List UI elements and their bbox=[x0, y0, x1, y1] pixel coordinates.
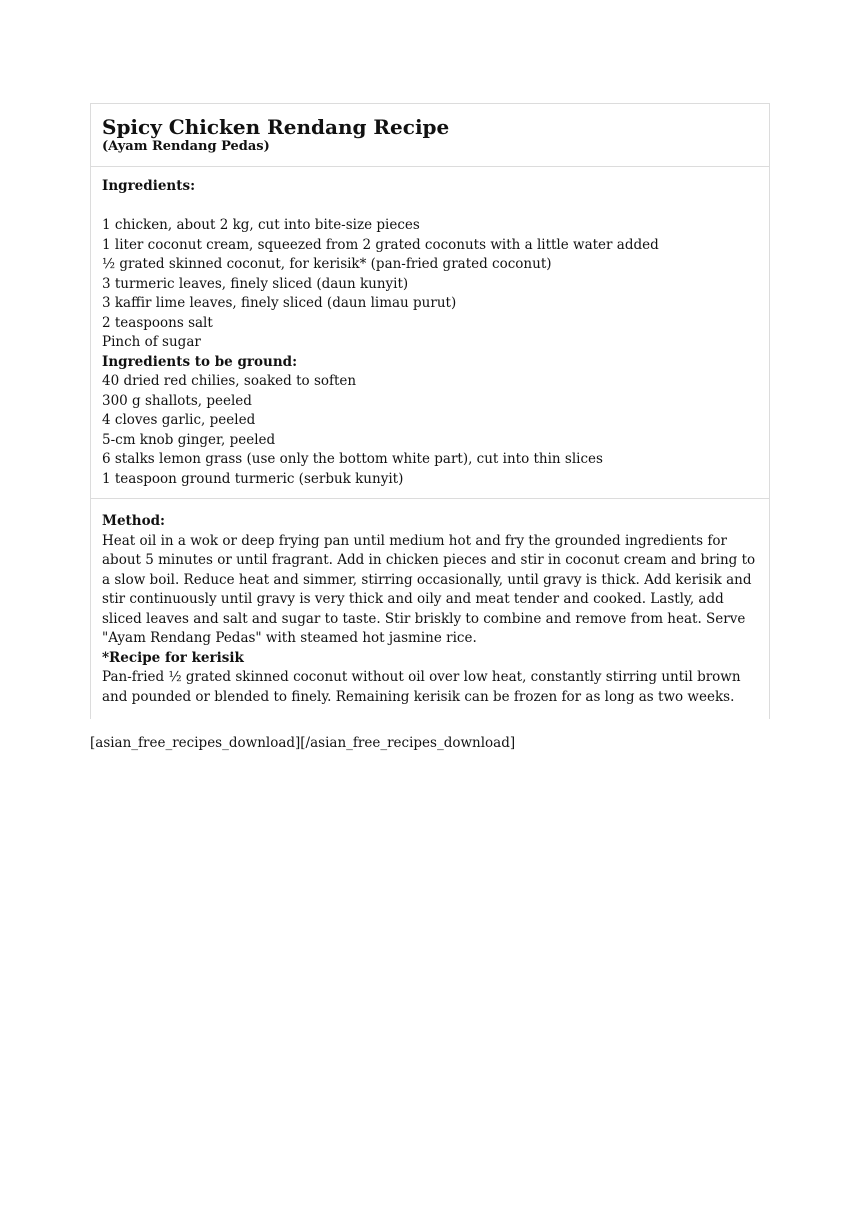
recipe-subtitle: (Ayam Rendang Pedas) bbox=[102, 139, 270, 154]
ground-ingredient-item: 6 stalks lemon grass (use only the bottom white part), cut into thin slices bbox=[102, 451, 603, 467]
recipe-card bbox=[90, 103, 770, 719]
recipe-title-section bbox=[91, 104, 769, 167]
ingredients-heading: Ingredients: bbox=[102, 178, 196, 194]
ingredients-section bbox=[91, 167, 769, 499]
ground-ingredient-item: 300 g shallots, peeled bbox=[102, 392, 252, 409]
ground-ingredient-item: 1 teaspoon ground turmeric (serbuk kunyit) bbox=[102, 470, 404, 487]
ground-ingredient-item: 40 dried red chilies, soaked to soften bbox=[102, 373, 357, 389]
spacer bbox=[102, 197, 761, 217]
ingredient-item: ½ grated skinned coconut, for kerisik* (pan-fried grated coconut) bbox=[102, 256, 552, 272]
ingredient-item: 2 teaspoons salt bbox=[102, 314, 213, 331]
method-heading: Method: bbox=[102, 513, 166, 529]
method-section bbox=[91, 499, 769, 719]
method-text: Heat oil in a wok or deep frying pan until medium hot and fry the grounded ingredients for about 5 minutes or until fragrant. Add in chicken pieces and stir in coconut cream and bring to a slow boil. Reduce heat and simmer, stirring occasionally, until gravy is thick. Add kerisik and stir continuously until gravy is very thick and oily and meat tender and cooked. Lastly, add sliced leaves and salt and sugar to taste. Stir briskly to combine and remove from heat. Serve "Ayam Rendang Pedas" with steamed hot jasmine rice. bbox=[102, 532, 756, 646]
ingredient-item: Pinch of sugar bbox=[102, 334, 201, 350]
kerisik-text: Pan-fried ½ grated skinned coconut without oil over low heat, constantly stirring until brown and pounded or blended to finely. Remaining kerisik can be frozen for as long as two weeks. bbox=[102, 669, 741, 705]
ingredient-item: 3 turmeric leaves, finely sliced (daun kunyit) bbox=[102, 275, 409, 292]
ground-ingredient-item: 4 cloves garlic, peeled bbox=[102, 412, 256, 428]
ingredient-item: 1 chicken, about 2 kg, cut into bite-size pieces bbox=[102, 217, 420, 233]
recipe-title: Spicy Chicken Rendang Recipe bbox=[102, 115, 450, 139]
ground-ingredient-item: 5-cm knob ginger, peeled bbox=[102, 431, 276, 448]
ingredient-item: 3 kaffir lime leaves, finely sliced (daun limau purut) bbox=[102, 295, 457, 311]
ingredient-item: 1 liter coconut cream, squeezed from 2 grated coconuts with a little water added bbox=[102, 236, 659, 253]
download-shortcode: [asian_free_recipes_download][/asian_free_recipes_download] bbox=[90, 735, 516, 751]
kerisik-heading: *Recipe for kerisik bbox=[102, 649, 244, 666]
ground-ingredients-heading: Ingredients to be ground: bbox=[102, 353, 298, 370]
